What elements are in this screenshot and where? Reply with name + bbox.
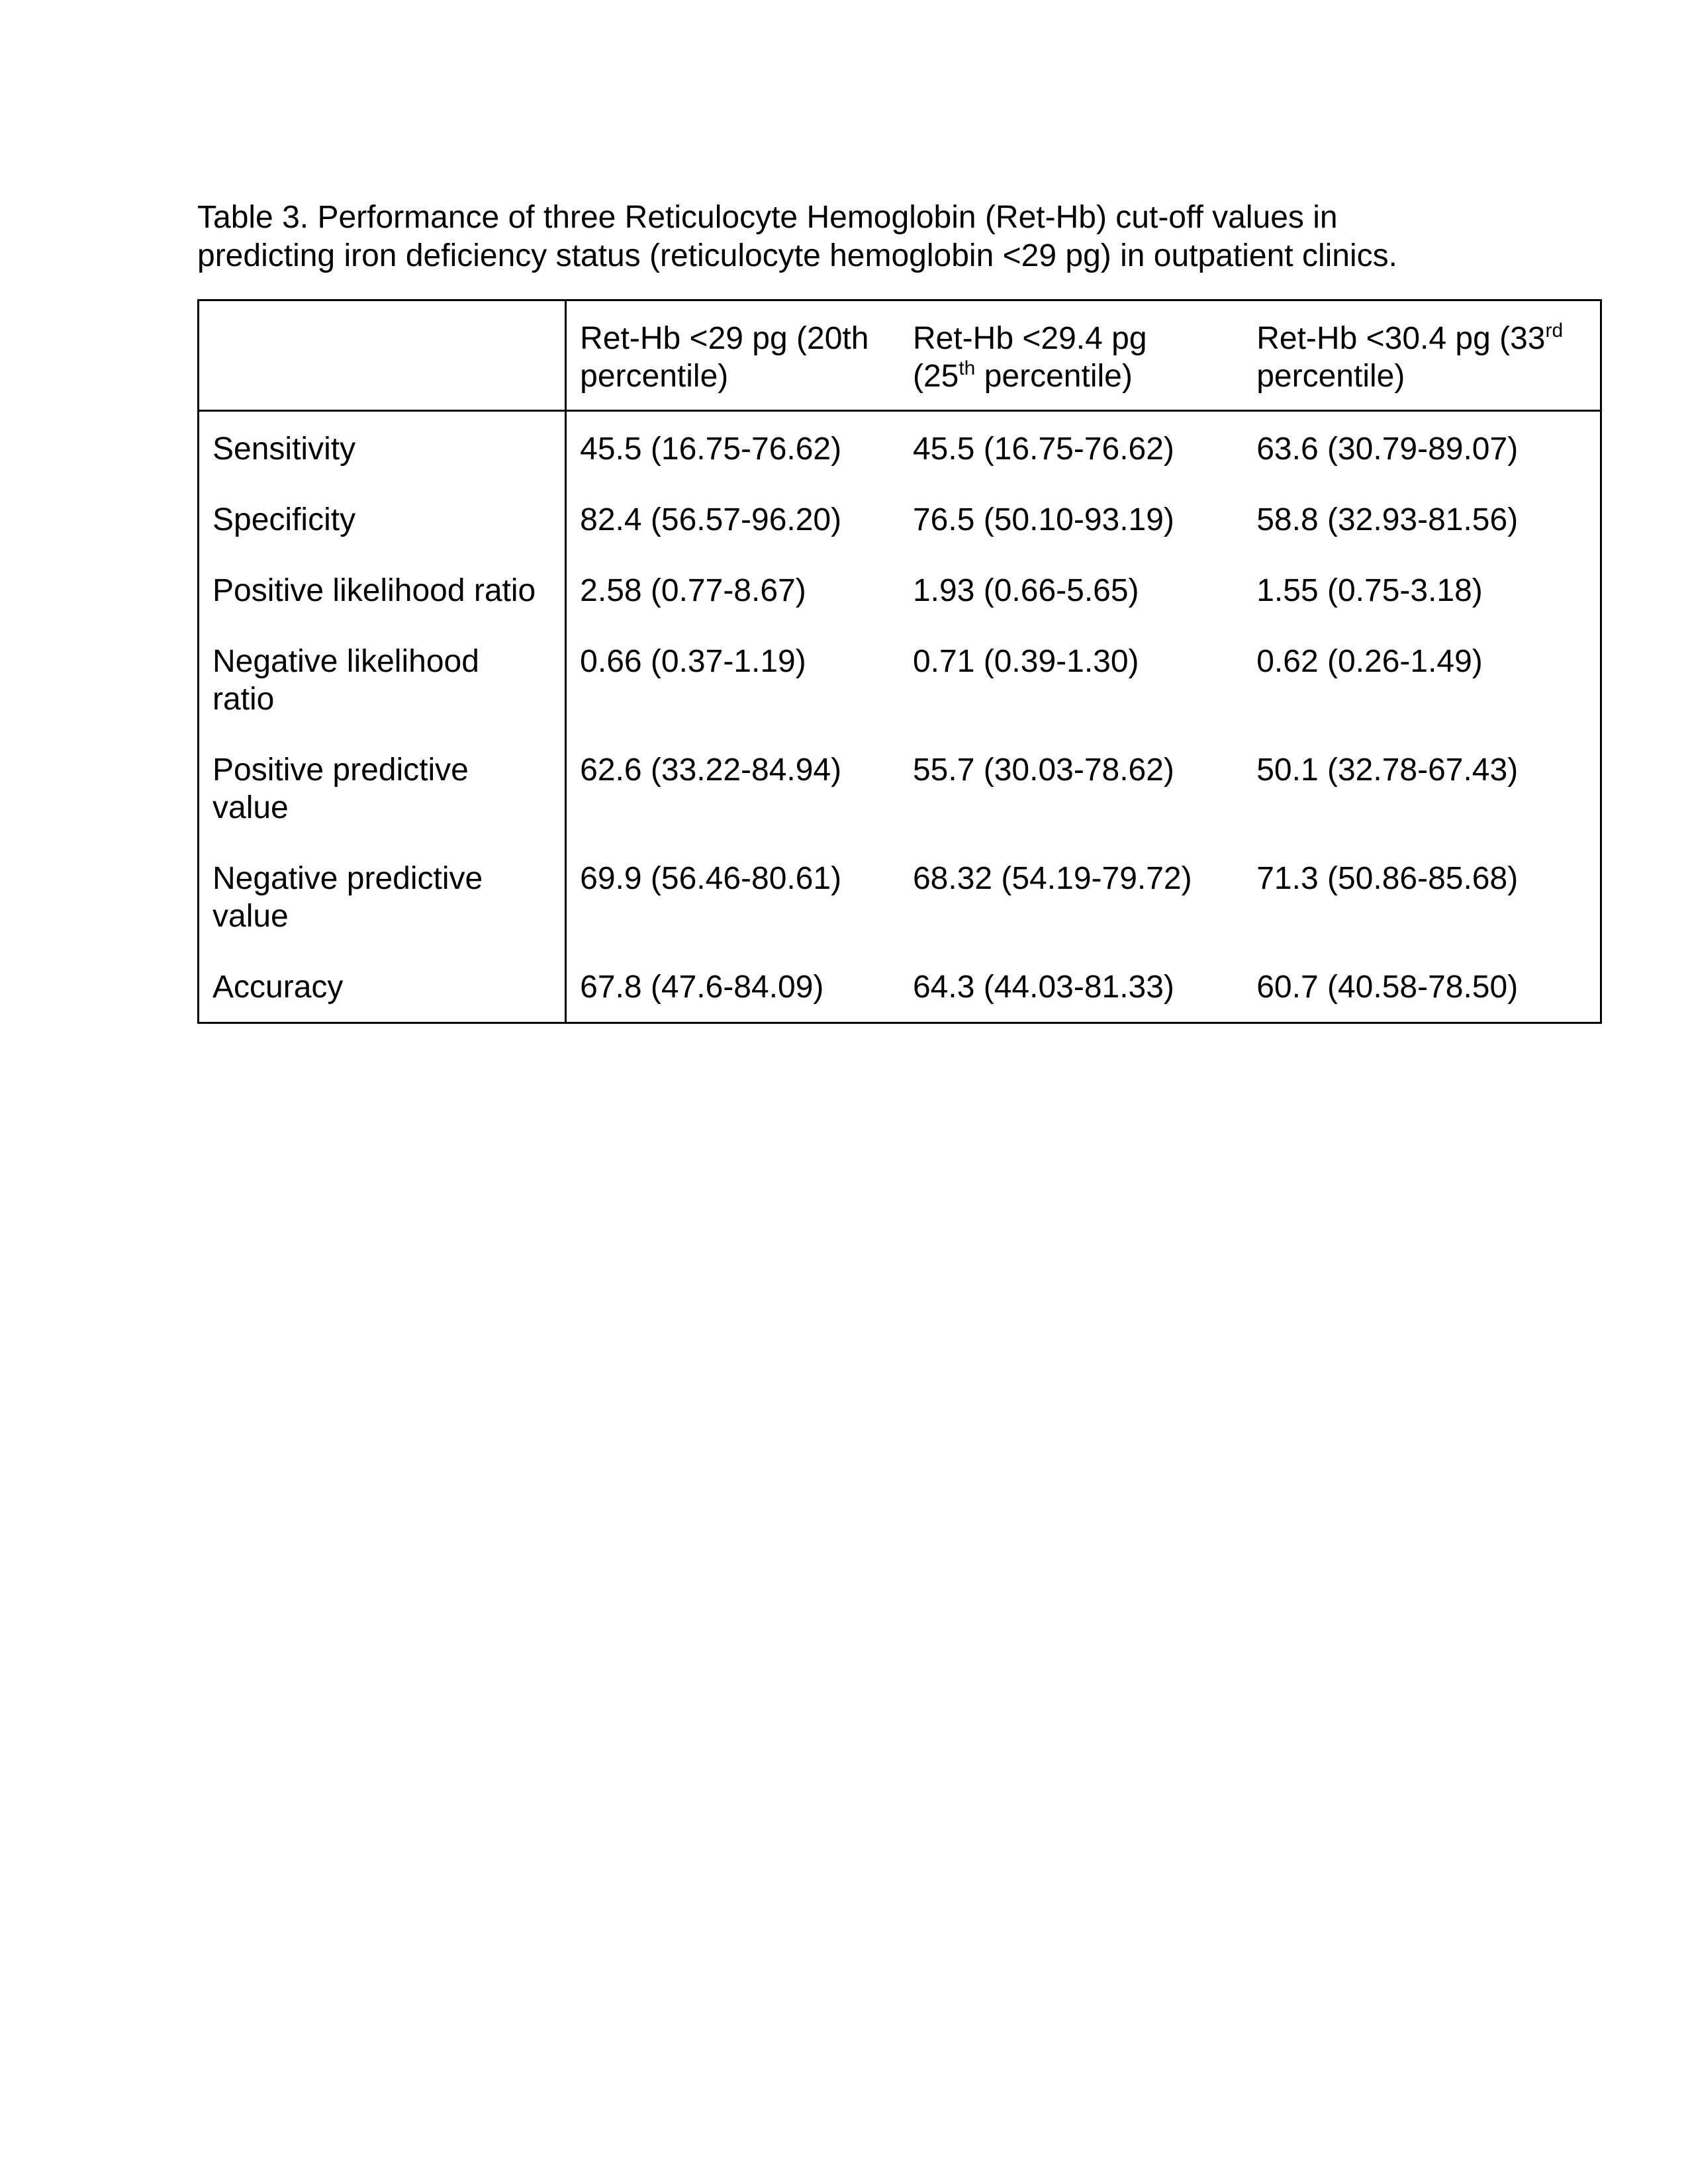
table-cell: 50.1 (32.78-67.43) <box>1256 752 1519 788</box>
row-label-line-1: Positive likelihood ratio <box>212 573 536 608</box>
table-cell: 58.8 (32.93-81.56) <box>1256 502 1519 537</box>
header-cutoff-30-4-line-2: percentile) <box>1256 359 1405 394</box>
table-row <box>199 643 1601 751</box>
row-label <box>199 643 566 751</box>
table-cell: 1.55 (0.75-3.18) <box>1256 573 1483 608</box>
row-label-line-1: Negative likelihood <box>212 644 479 679</box>
table-caption <box>197 199 1601 275</box>
row-label <box>199 501 566 572</box>
table-cell: 63.6 (30.79-89.07) <box>1256 432 1519 467</box>
row-label <box>199 968 566 1023</box>
header-cutoff-29-4-line-1: Ret-Hb <29.4 pg <box>912 321 1147 356</box>
table-cell: 60.7 (40.58-78.50) <box>1256 970 1519 1005</box>
header-cutoff-29 <box>566 300 900 411</box>
caption-line-2: predicting iron deficiency status (reticulocyte hemoglobin <29 pg) in outpatient clinics. <box>197 238 1397 273</box>
row-label-line-1: Specificity <box>212 502 356 537</box>
header-cutoff-30-4-superscript: rd <box>1545 320 1564 341</box>
table-cell: 68.32 (54.19-79.72) <box>912 861 1192 896</box>
header-cutoff-29-line-1: Ret-Hb <29 pg (20th <box>580 321 869 356</box>
table-cell: 67.8 (47.6-84.09) <box>580 970 824 1005</box>
table-row <box>199 751 1601 860</box>
table-cell: 55.7 (30.03-78.62) <box>912 752 1174 788</box>
row-label <box>199 860 566 968</box>
row-label-line-1: Positive predictive <box>212 752 469 788</box>
table-cell: 71.3 (50.86-85.68) <box>1256 861 1519 896</box>
table-cell: 45.5 (16.75-76.62) <box>580 432 842 467</box>
table-cell: 0.71 (0.39-1.30) <box>912 644 1139 679</box>
header-cutoff-29-4-line-2-pre: (25 <box>912 359 959 394</box>
table-cell: 1.93 (0.66-5.65) <box>912 573 1139 608</box>
table-row <box>199 501 1601 572</box>
row-label-line-2: value <box>212 790 289 825</box>
table-cell: 62.6 (33.22-84.94) <box>580 752 842 788</box>
table-cell: 82.4 (56.57-96.20) <box>580 502 842 537</box>
table-cell: 45.5 (16.75-76.62) <box>912 432 1174 467</box>
row-label-line-1: Accuracy <box>212 970 344 1005</box>
header-cutoff-29-4 <box>900 300 1243 411</box>
row-label <box>199 572 566 643</box>
header-cutoff-30-4-line-1-pre: Ret-Hb <30.4 pg (33 <box>1256 321 1546 356</box>
table-cell: 69.9 (56.46-80.61) <box>580 861 842 896</box>
table-cell: 2.58 (0.77-8.67) <box>580 573 806 608</box>
header-cutoff-29-4-line-2-post: percentile) <box>975 359 1133 394</box>
row-label-line-1: Sensitivity <box>212 432 356 467</box>
results-table <box>197 299 1602 1024</box>
table-row <box>199 968 1601 1023</box>
header-cutoff-30-4 <box>1243 300 1601 411</box>
header-cutoff-29-line-2: percentile) <box>580 359 729 394</box>
header-empty-cell <box>199 300 566 411</box>
row-label-line-2: value <box>212 899 289 934</box>
table-row <box>199 411 1601 502</box>
caption-line-1: Table 3. Performance of three Reticulocyte Hemoglobin (Ret-Hb) cut-off values in <box>197 200 1338 235</box>
row-label-line-2: ratio <box>212 682 275 717</box>
header-cutoff-29-4-superscript: th <box>959 357 976 379</box>
table-cell: 0.62 (0.26-1.49) <box>1256 644 1483 679</box>
table-cell: 0.66 (0.37-1.19) <box>580 644 806 679</box>
row-label <box>199 411 566 502</box>
table-row <box>199 572 1601 643</box>
table-header-row <box>199 300 1601 411</box>
table-cell: 76.5 (50.10-93.19) <box>912 502 1174 537</box>
table-cell: 64.3 (44.03-81.33) <box>912 970 1174 1005</box>
table-row <box>199 860 1601 968</box>
row-label <box>199 751 566 860</box>
row-label-line-1: Negative predictive <box>212 861 483 896</box>
